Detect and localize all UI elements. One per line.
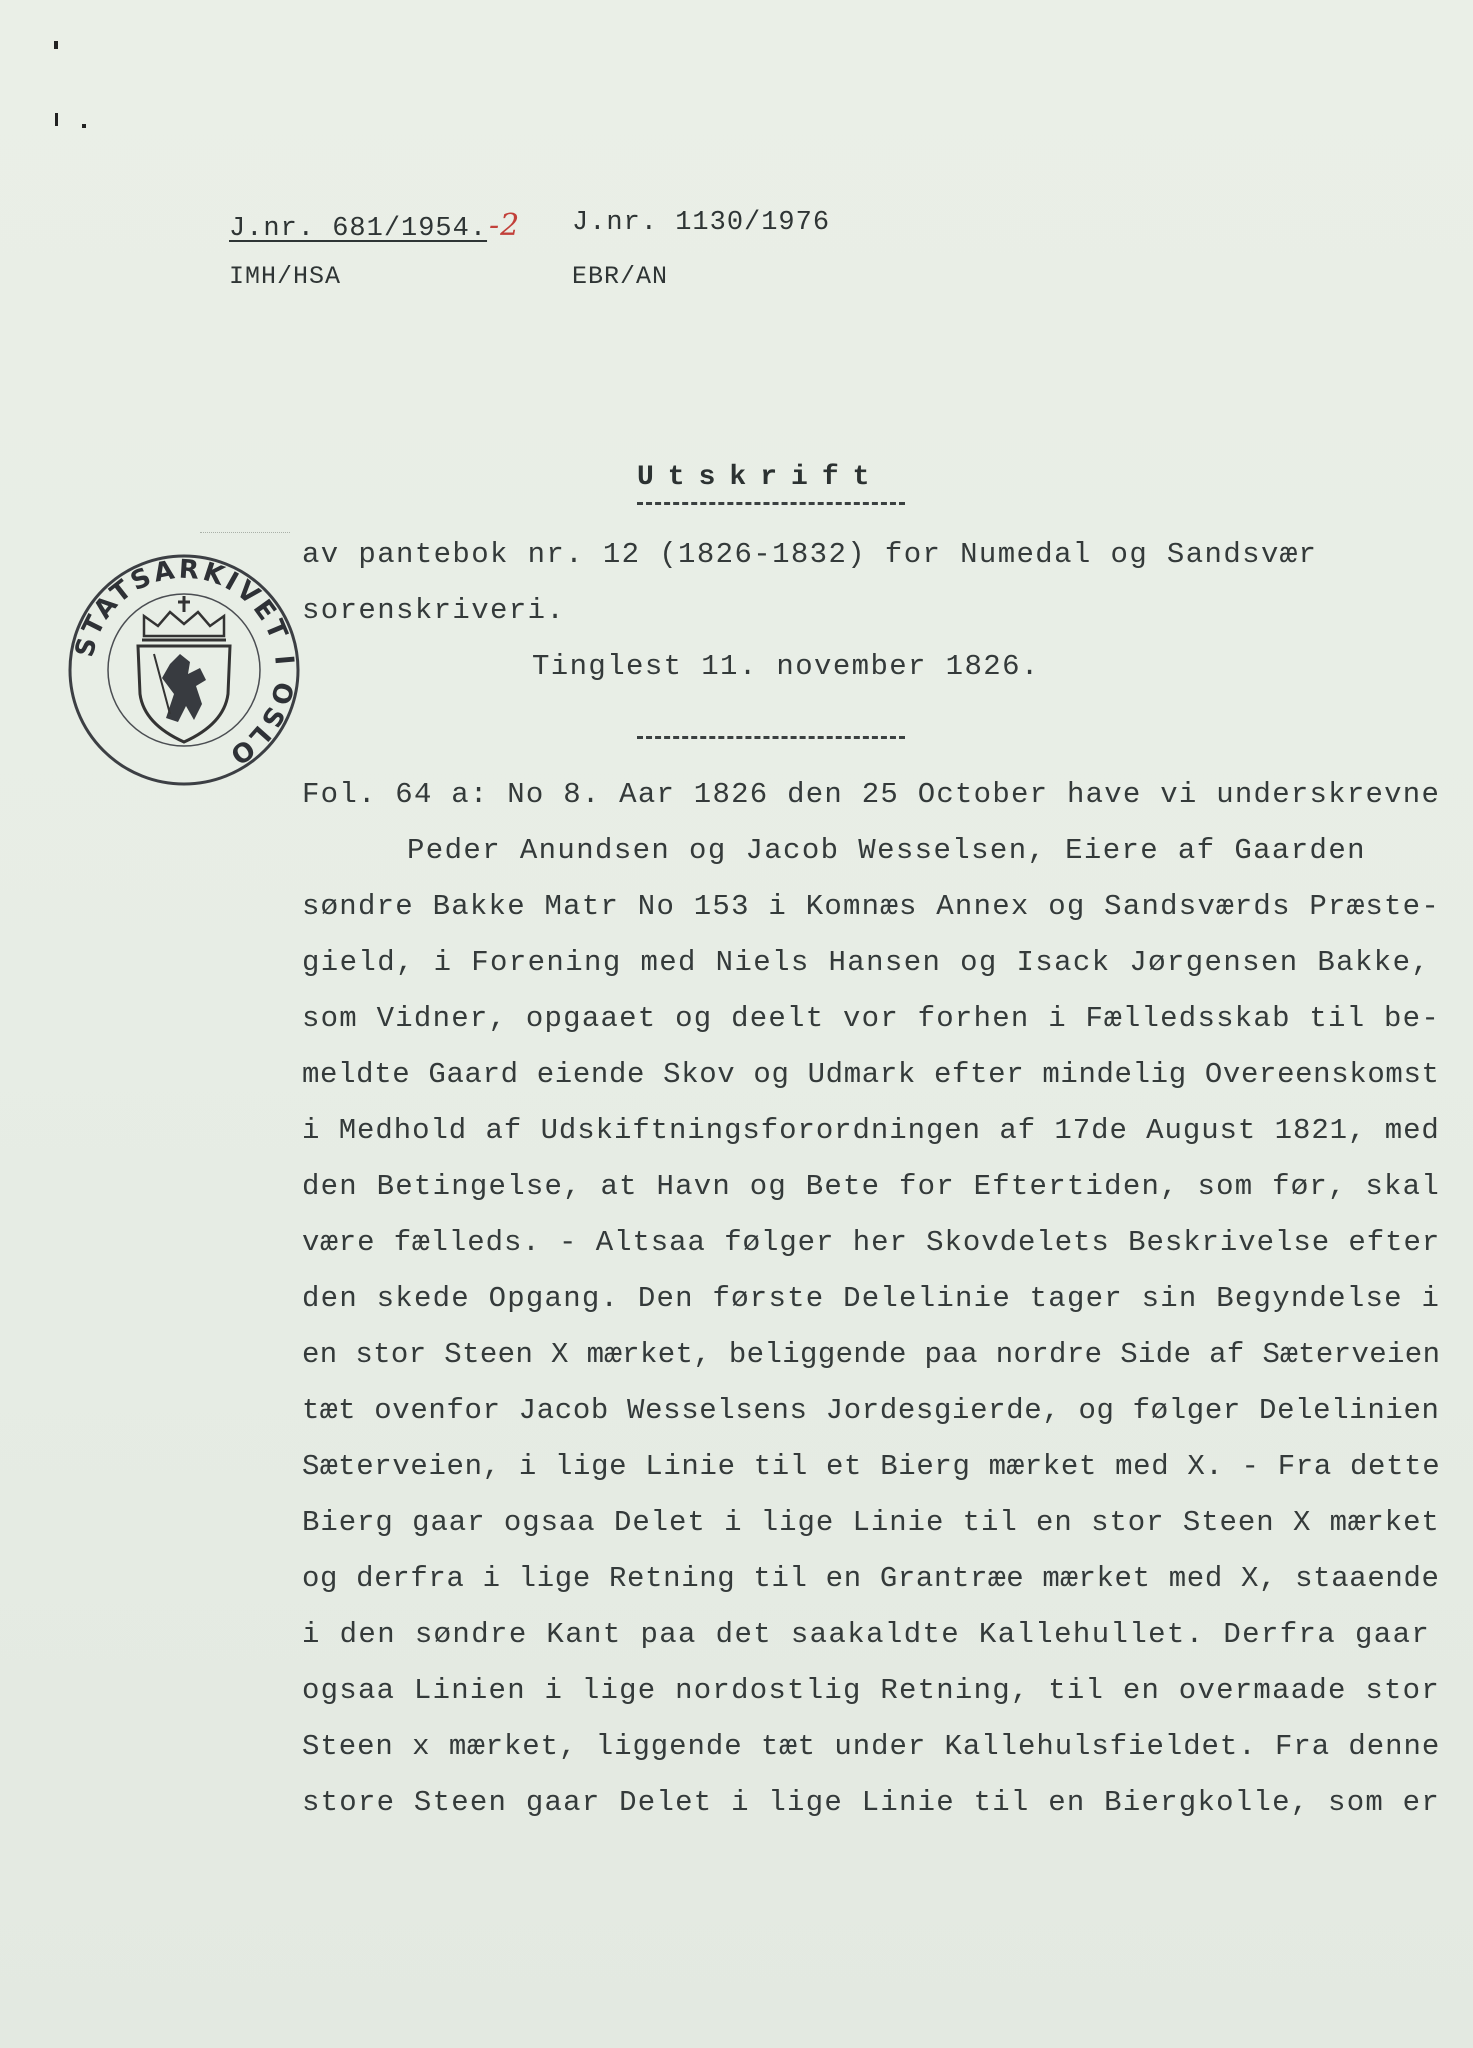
body-line: i Medhold af Udskiftningsforordningen af 17de August 1821, med [302,1114,1440,1147]
registration-line: Tinglest 11. november 1826. [532,650,1040,683]
body-line: søndre Bakke Matr No 153 i Komnæs Annex og Sandsværds Præste- [302,890,1440,923]
body-line: meldte Gaard eiende Skov og Udmark efter mindelig Overeenskomst [302,1058,1440,1091]
body-line: ogsaa Linien i lige nordostlig Retning, til en overmaade stor [302,1674,1440,1707]
intro-line: sorenskriveri. [302,594,566,627]
body-line: være fælleds. - Altsaa følger her Skovdelets Beskrivelse efter [302,1226,1441,1259]
body-line: en stor Steen X mærket, beliggende paa nordre Side af Sæterveien [302,1338,1441,1371]
body-line: Fol. 64 a: No 8. Aar 1826 den 25 October have vi underskrevne [302,778,1441,811]
body-line: den Betingelse, at Havn og Bete for Eftertiden, som før, skal [302,1170,1440,1203]
faint-mark [200,532,290,533]
body-line: som Vidner, opgaaet og deelt vor forhen i Fælledsskab til be- [302,1002,1440,1035]
body-line: Bierg gaar ogsaa Delet i lige Linie til en stor Steen X mærket [302,1506,1440,1539]
body-line: tæt ovenfor Jacob Wesselsens Jordesgierde, og følger Delelinien [302,1394,1440,1427]
body-line: Peder Anundsen og Jacob Wesselsen, Eiere af Gaarden [407,834,1366,867]
section-divider [637,736,905,739]
handwritten-annotation: -2 [489,208,521,243]
body-line: Sæterveien, i lige Linie til et Bierg mærket med X. - Fra dette [302,1450,1441,1483]
initials-left: IMH/HSA [229,262,342,291]
body-line: store Steen gaar Delet i lige Linie til en Biergkolle, som er [302,1786,1440,1819]
document-title: Utskrift [637,462,884,493]
body-line: i den søndre Kant paa det saakaldte Kallehullet. Derfra gaar [302,1618,1431,1651]
journal-number-1954: J.nr. 681/1954. [229,214,488,244]
coat-of-arms-icon [138,596,230,742]
body-line: den skede Opgang. Den første Delelinie tager sin Begyndelse i [302,1282,1441,1315]
body-line: Steen x mærket, liggende tæt under Kallehulsfieldet. Fra denne [302,1730,1441,1763]
scan-mark [55,113,58,126]
title-underline [637,502,905,505]
initials-right: EBR/AN [572,262,669,291]
scan-mark [54,41,58,49]
archive-stamp [62,548,306,792]
body-line: og derfra i lige Retning til en Grantræe mærket med X, staaende [302,1562,1440,1595]
journal-number-right: J.nr. 1130/1976 [572,208,831,238]
journal-number-left [229,208,520,244]
stamp-text: STATSARKIVET I OSLO [69,554,300,772]
intro-line: av pantebok nr. 12 (1826-1832) for Numedal og Sandsvær [302,538,1318,571]
scan-mark [82,124,86,128]
body-line: gield, i Forening med Niels Hansen og Isack Jørgensen Bakke, [302,946,1431,979]
